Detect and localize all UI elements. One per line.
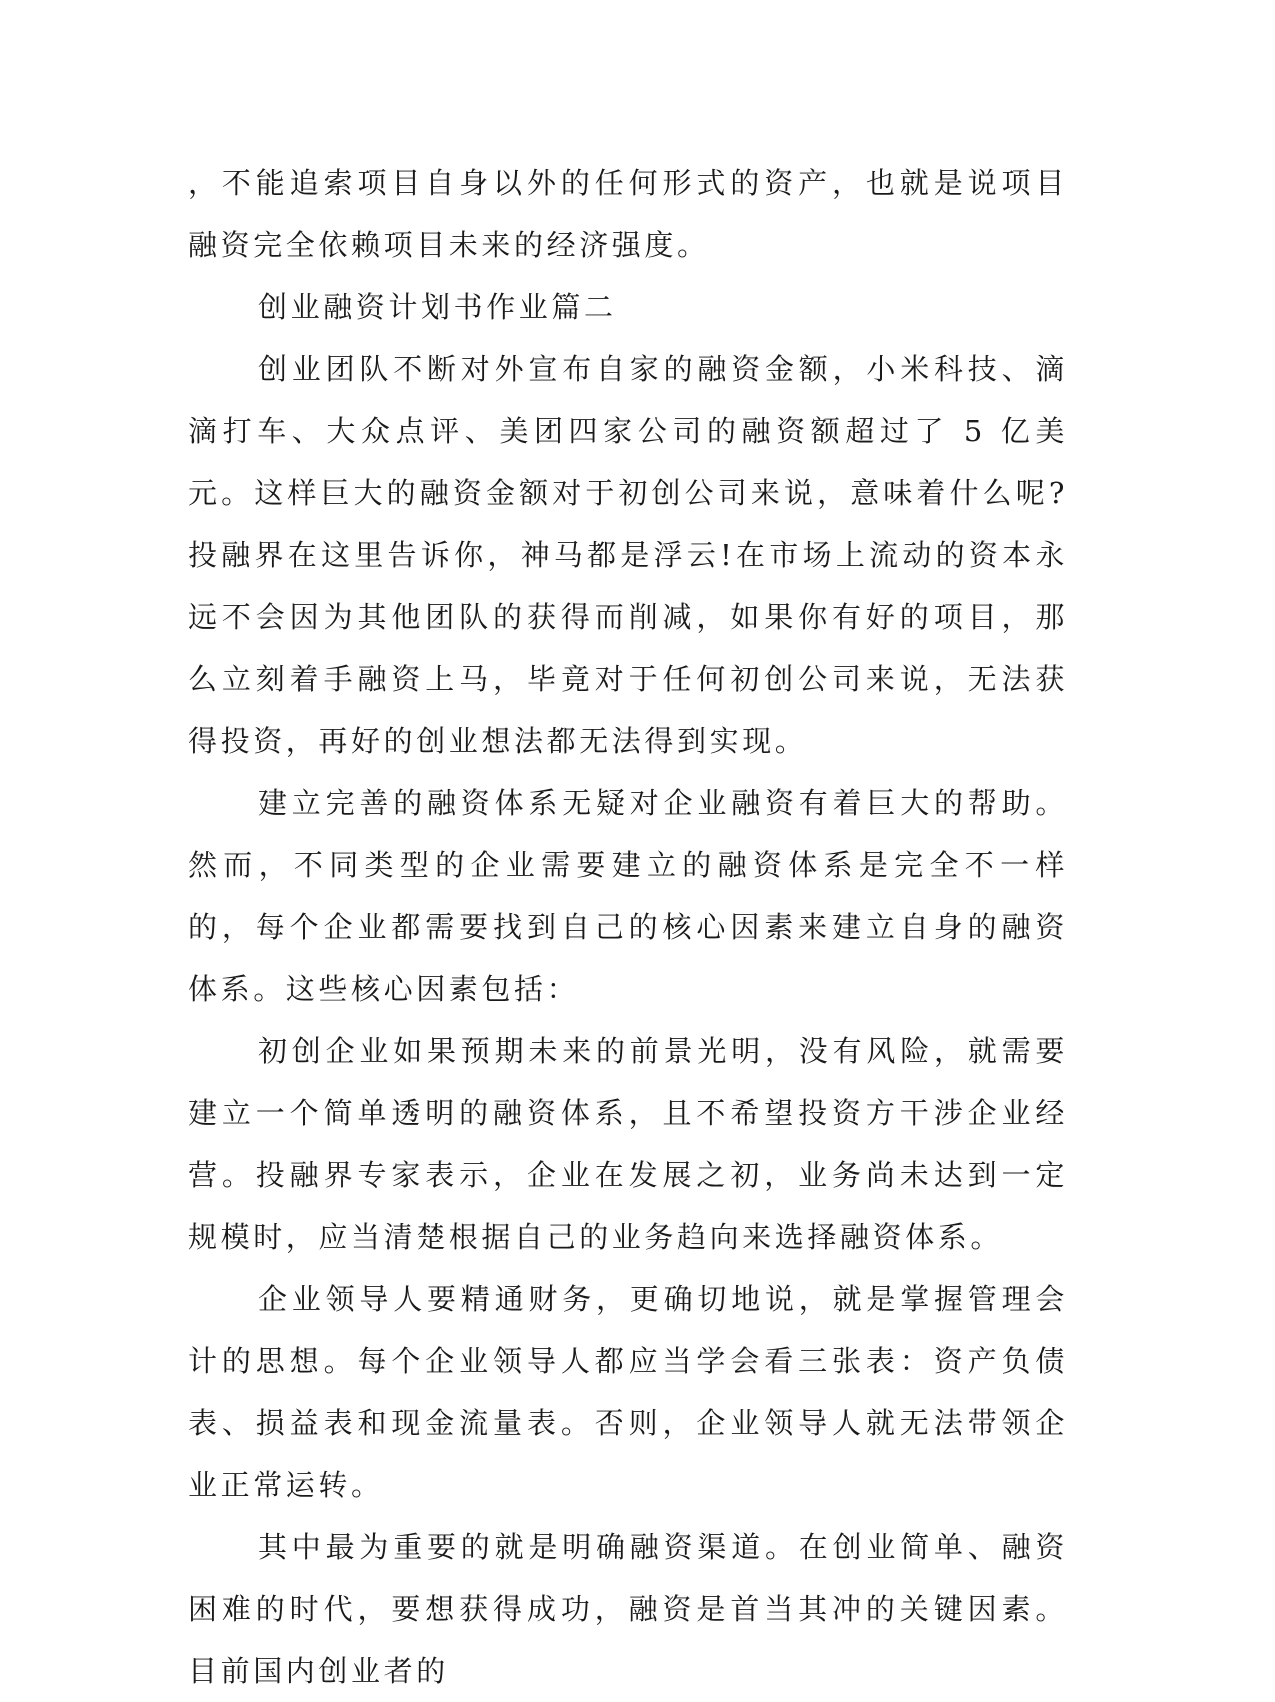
paragraph-financing-channels: 其中最为重要的就是明确融资渠道。在创业简单、融资困难的时代，要想获得成功，融资是首当其冲的关键因素。目前国内创业者的 — [188, 1530, 1068, 1688]
paragraph-continuation: ，不能追索项目自身以外的任何形式的资产，也就是说项目融资完全依赖项目未来的经济强度。 — [188, 166, 1068, 262]
paragraph-leader-finance: 企业领导人要精通财务，更确切地说，就是掌握管理会计的思想。每个企业领导人都应当学会看三张表：资产负债表、损益表和现金流量表。否则，企业领导人就无法带领企业正常运转。 — [188, 1282, 1068, 1502]
paragraph-financing-system: 建立完善的融资体系无疑对企业融资有着巨大的帮助。然而，不同类型的企业需要建立的融资体系是完全不一样的，每个企业都需要找到自己的核心因素来建立自身的融资体系。这些核心因素包括： — [188, 786, 1068, 1006]
section-heading: 创业融资计划书作业篇二 — [258, 290, 617, 324]
document-body — [188, 152, 1068, 1702]
paragraph-funding-announcements: 创业团队不断对外宣布自家的融资金额，小米科技、滴滴打车、大众点评、美团四家公司的融资额超过了 5 亿美元。这样巨大的融资金额对于初创公司来说，意味着什么呢?投融界在这里告诉你，神马都是浮云!在市场上流动的资本永远不会因为其他团队的获得而削减，如果你有好的项目，那么立刻着手融资上马，毕竟对于任何初创公司来说，无法获得投资，再好的创业想法都无法得到实现。 — [188, 352, 1068, 758]
paragraph-startup-outlook: 初创企业如果预期未来的前景光明，没有风险，就需要建立一个简单透明的融资体系，且不希望投资方干涉企业经营。投融界专家表示，企业在发展之初，业务尚未达到一定规模时，应当清楚根据自己的业务趋向来选择融资体系。 — [188, 1034, 1068, 1254]
